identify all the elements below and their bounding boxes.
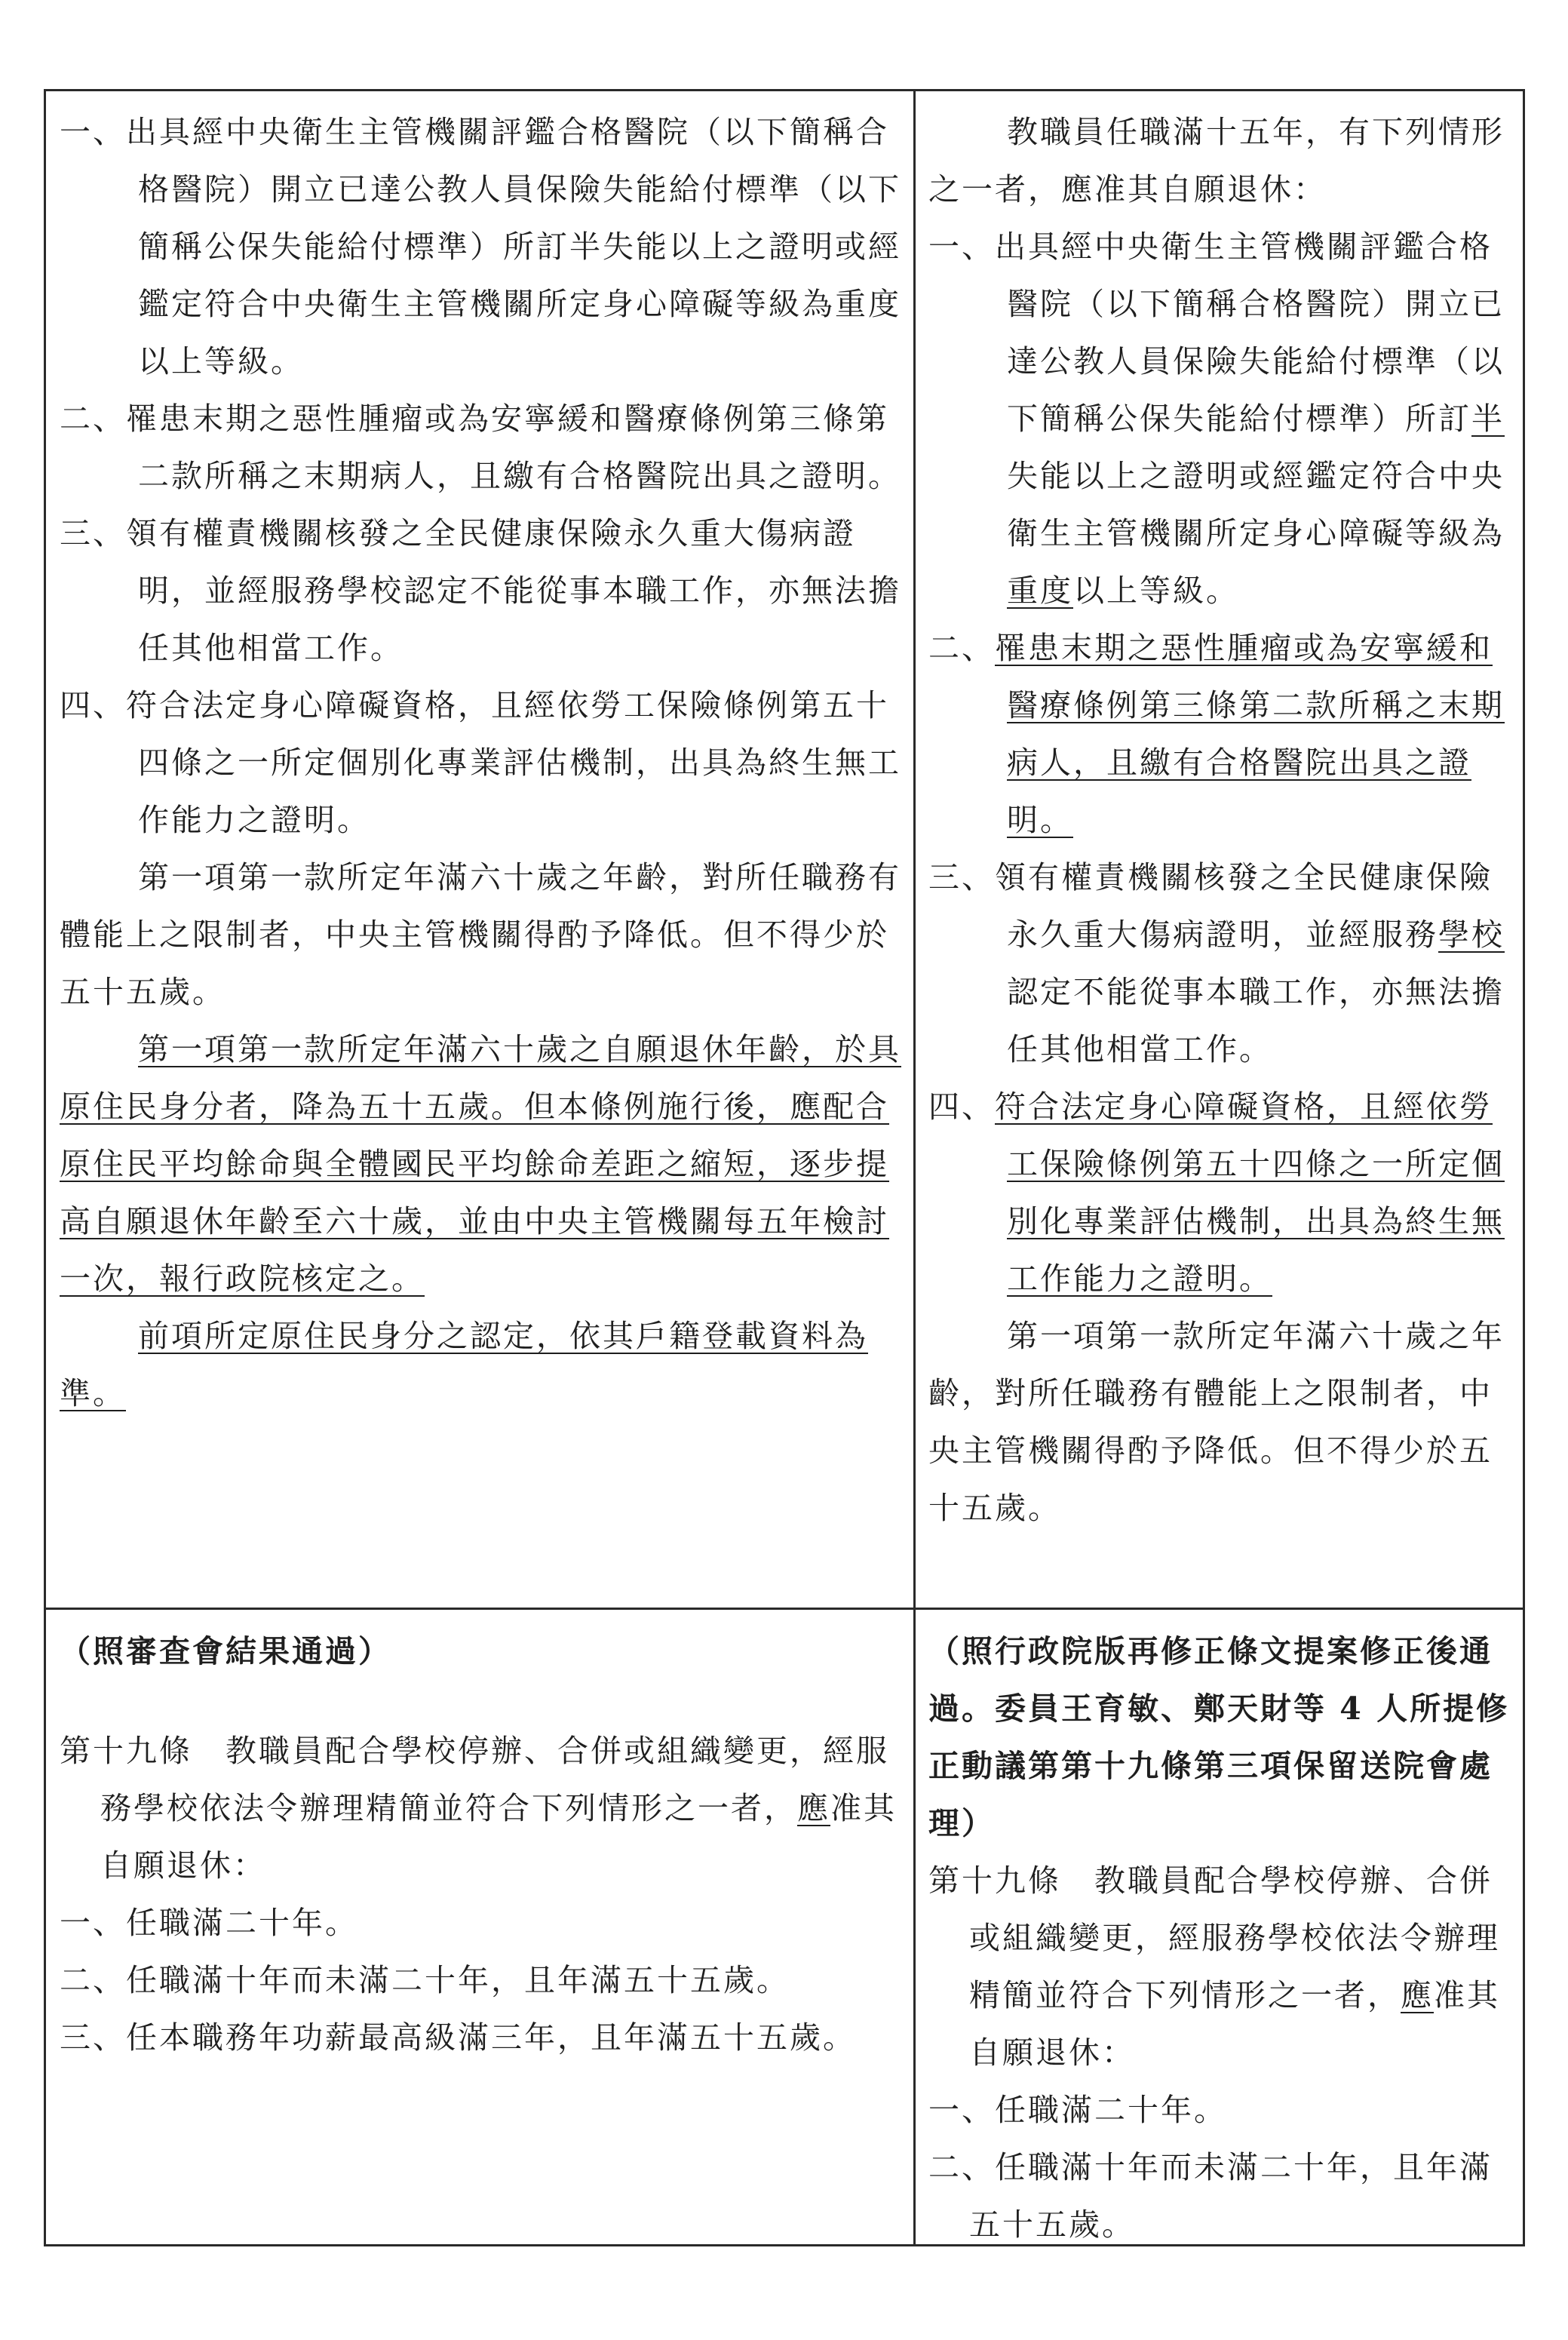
left-paragraph-2: 第一項第一款所定年滿六十歲之自願退休年齡，於具原住民身分者，降為五十五歲。但本條例施行後，應配合原住民平均餘命與全體國民平均餘命差距之縮短，逐步提高自願退休年齡至六十歲，並由中央主管機關每五年檢討一次，報行政院核定之。 — [60, 1031, 901, 1297]
right-article-19 — [928, 1852, 1517, 2081]
right-item-1 — [928, 218, 1517, 619]
left-paragraph-3: 前項所定原住民身分之認定，依其戶籍登載資料為準。 — [60, 1318, 868, 1411]
right-article-text: 第十九條 教職員配合學校停辦、合併或組織變更，經服務學校依法令辦理精簡並符合下列情形之一者， — [928, 1862, 1500, 2013]
column-divider — [913, 91, 916, 2244]
row-divider — [46, 1608, 1523, 1610]
right-item-3-underline: 學校 — [1438, 917, 1505, 953]
cell-bottom-left — [60, 1623, 904, 2066]
left-article-item-1: 一、任職滿二十年。 — [60, 1905, 358, 1941]
comparison-table — [44, 89, 1525, 2246]
right-article-end: 准其自願退休： — [969, 1977, 1500, 2071]
left-article-19 — [60, 1722, 904, 1894]
right-item-2-label: 二、 — [928, 630, 995, 666]
left-review-note: （照審查會結果通過） — [60, 1633, 391, 1669]
right-item-1-text-b: 失能以上之證明或經鑑定符合中央衛生主管機關所定身心障礙等級為 — [1007, 458, 1505, 551]
right-review-note: （照行政院版再修正條文提案修正後通過。委員王育敏、鄭天財等 4 人所提修正動議第第十九條第三項保留送院會處理） — [928, 1633, 1510, 1841]
left-item-3: 三、領有權責機關核發之全民健康保險永久重大傷病證明，並經服務學校認定不能從事本職工作，亦無法擔任其他相當工作。 — [60, 515, 901, 666]
right-article-item-1: 一、任職滿二十年。 — [928, 2092, 1227, 2128]
left-article-item-2: 二、任職滿十年而未滿二十年，且年滿五十五歲。 — [60, 1962, 790, 1998]
left-item-1: 一、出具經中央衛生主管機關評鑑合格醫院（以下簡稱合格醫院）開立已達公教人員保險失能給付標準（以下簡稱公保失能給付標準）所訂半失能以上之證明或經鑑定符合中央衛生主管機關所定身心障礙等級為重度以上等級。 — [60, 114, 901, 379]
right-item-4-text: 符合法定身心障礙資格，且經依勞工保險條例第五十四條之一所定個別化專業評估機制，出具為終生無工作能力之證明。 — [995, 1089, 1505, 1297]
left-article-end: 准其自願退休： — [100, 1790, 897, 1884]
right-intro: 教職員任職滿十五年，有下列情形之一者，應准其自願退休： — [928, 114, 1505, 207]
left-item-4: 四、符合法定身心障礙資格，且經依勞工保險條例第五十四條之一所定個別化專業評估機制，出具為終生無工作能力之證明。 — [60, 687, 901, 838]
right-paragraph-1: 第一項第一款所定年滿六十歲之年齡，對所任職務有體能上之限制者，中央主管機關得酌予降低。但不得少於五十五歲。 — [928, 1318, 1505, 1526]
right-article-underline: 應 — [1401, 1977, 1434, 2013]
right-item-1-underline-a: 半 — [1471, 401, 1505, 437]
right-item-1-text-a: 一、出具經中央衛生主管機關評鑑合格醫院（以下簡稱合格醫院）開立已達公教人員保險失能給付標準（以下簡稱公保失能給付標準）所訂 — [928, 229, 1505, 437]
left-article-underline: 應 — [797, 1790, 830, 1826]
right-item-3 — [928, 849, 1517, 1078]
cell-top-left — [60, 103, 904, 1422]
left-paragraph-1: 第一項第一款所定年滿六十歲之年齡，對所任職務有體能上之限制者，中央主管機關得酌予降低。但不得少於五十五歲。 — [60, 859, 901, 1010]
right-item-1-text-c: 以上等級。 — [1073, 573, 1239, 609]
right-item-3-text-a: 三、領有權責機關核發之全民健康保險永久重大傷病證明，並經服務 — [928, 859, 1493, 953]
right-item-4-label: 四、 — [928, 1089, 995, 1125]
right-item-2-text: 罹患末期之惡性腫瘤或為安寧緩和醫療條例第三條第二款所稱之末期病人，且繳有合格醫院出具之證明。 — [995, 630, 1505, 838]
left-item-2: 二、罹患末期之惡性腫瘤或為安寧緩和醫療條例第三條第二款所稱之末期病人，且繳有合格醫院出具之證明。 — [60, 401, 901, 494]
cell-bottom-right — [928, 1623, 1517, 2253]
left-article-item-3: 三、任本職務年功薪最高級滿三年，且年滿五十五歲。 — [60, 2019, 856, 2056]
cell-top-right — [928, 103, 1517, 1537]
right-article-item-2: 二、任職滿十年而未滿二十年，且年滿五十五歲。 — [928, 2149, 1493, 2243]
right-item-3-text-b: 認定不能從事本職工作，亦無法擔任其他相當工作。 — [1007, 974, 1505, 1067]
right-item-4 — [928, 1078, 1517, 1307]
right-item-1-underline-b: 重度 — [1007, 573, 1073, 609]
spacer — [60, 1680, 904, 1722]
left-article-text: 第十九條 教職員配合學校停辦、合併或組織變更，經服務學校依法令辦理精簡並符合下列情形之一者， — [60, 1733, 889, 1826]
right-item-2 — [928, 619, 1517, 849]
